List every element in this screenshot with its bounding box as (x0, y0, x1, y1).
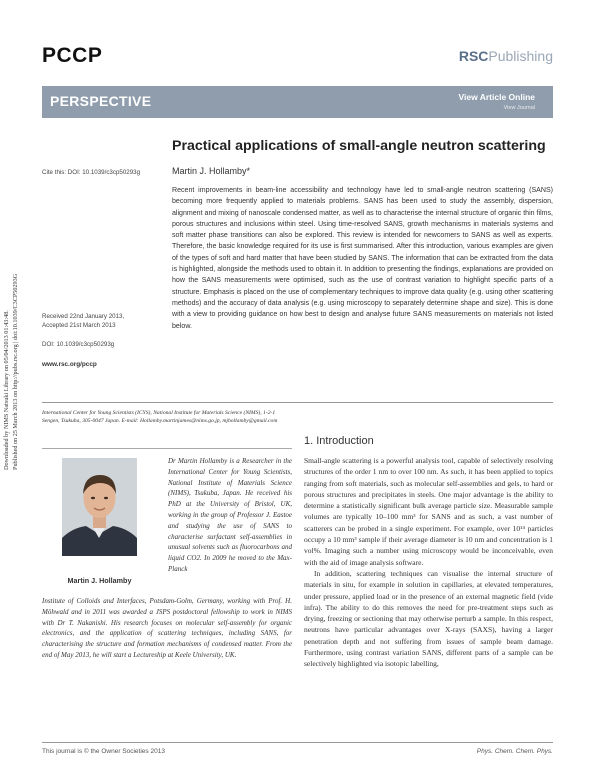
author-photo-caption: Martin J. Hollamby (67, 576, 132, 585)
introduction-paragraph-1: Small-angle scattering is a powerful analysis tool, capable of selectively resolving structures of the order 1 nm to over 100 nm. As such, it has been applied to topics ranging from soft materials, such as molecular self-assemblies and gels, to hard or porous structures and precipitates in steels. One major advantage is the ability to determine a statistically significant bulk average particle size. Measurable sample volumes are typically 10–100 mm³ for SANS and as such, a vast number of scatterers can be probed in a single experiment. For example, over 10¹⁴ particles occupy a 10 mm³ sample if their average diameter is 10 nm and concentration is 1 vol%. Imaging such a number using microscopy would be inconceivable, even with the aid of image analysis software. (304, 456, 553, 567)
received-accepted-dates (42, 312, 167, 330)
abstract: Recent improvements in beam-line accessibility and technology have led to small-angle neutron scattering (SANS) becoming more frequently applied to materials problems. SANS has been used to study the assembly, dispersion, alignment and mixing of nanoscale condensed matter, as well as to characterise the internal structure of organic thin films, porous structures and inclusions within steel. Using time-resolved SANS, growth mechanisms in materials systems and soft matter phase transitions can also be explored. This review is intended for newcomers to SANS as well as experts. Therefore, the basic knowledge required for its use is first summarised. After this introduction, various examples are given of the types of soft and hard matter that have been studied by SANS. The information that can be extracted from the data is highlighted, alongside the methods used to obtain it. In addition to presenting the findings, explanations are provided on how the SANS measurements were optimised, such as the use of contrast variation to highlight specific parts of a structure. Emphasis is placed on the use of complementary techniques to improve data quality (e.g. using other scattering methods) and the accuracy of data analysis (e.g. using microscopy to separately determine shape and size). This is done with a view to providing guidance on how best to design and analyse future SANS measurements on materials not listed below. (172, 187, 553, 330)
view-article-online-link[interactable]: View Article Online (458, 92, 535, 102)
footer-journal-name: Phys. Chem. Chem. Phys. (476, 748, 553, 755)
affiliation: International Center for Young Scientists (ICYS), National Institute for Materials Science (NIMS), 1-2-1 Sengen, Tsukuba, 305-0047 Japan. E-mail: Hollamby.martinjames@nims.go.jp, mjhollamby@gmail.com (42, 410, 278, 425)
footer-divider (42, 742, 553, 743)
download-note (0, 190, 30, 470)
journal-title: PCCP (42, 44, 103, 67)
author-photo-drawing (62, 458, 137, 556)
introduction-heading: 1. Introduction (304, 435, 374, 447)
author-photo (62, 458, 137, 556)
introduction-paragraph-2: In addition, scattering techniques can visualise the internal structure of materials in situ, for example in solution in capillaries, at elevated temperatures, under pressure, applied load or in the presence of an external magnetic field (vide infra). The ability to do this removes the need for pre-treatment steps such as drying, freezing or sectioning that may otherwise perturb a sample. In this respect, neutrons have particular advantages over X-rays (SAXS), having a larger penetration depth and not suffering from issues of sample beam damage. Furthermore, using contrast variation SANS, different parts of a sample can be selectively highlighted via isotopic labelling, (304, 568, 553, 669)
introduction-body (304, 455, 553, 670)
article-title: Practical applications of small-angle neutron scattering (172, 138, 546, 154)
author-bio-column: Dr Martin Hollamby is a Researcher in the International Center for Young Scientists, National Institute of Materials Science (NIMS), Tsukuba, Japan. He received his PhD at the University of Bristol, UK, working in the group of Professor J. Eastoe and studying the use of SANS to characterise surfactant self-assemblies in unusual solvents such as fluorocarbons and liquid CO2. In 2009 he moved to the Max-Planck (168, 457, 292, 573)
section-divider (42, 402, 553, 403)
download-note-line-2: Published on 25 March 2013 on http://pubs.rsc.org | doi:10.1039/C3CP50293G (12, 273, 19, 470)
publisher-rsc: RSC (458, 48, 489, 64)
accepted-date: Accepted 21st March 2013 (42, 322, 116, 329)
journal-website-link[interactable]: www.rsc.org/pccp (42, 361, 97, 368)
download-note-line-1: Downloaded by NIMS Natsuki Library on 05/04/2013 01:43:48. (3, 310, 10, 470)
author-line: Martin J. Hollamby* (172, 166, 251, 176)
doi-line: DOI: 10.1039/c3cp50293g (42, 341, 115, 348)
view-journal-link[interactable]: View Journal (503, 105, 535, 111)
author-bio-continued: Institute of Colloids and Interfaces, Potsdam-Golm, Germany, working with Prof. H. Möhwald and in 2011 was awarded a JSPS postdoctoral fellowship to work in NIMS with Dr T. Nakanishi. His research focuses on molecular self-assembly for organic electronics, and the application of scattering techniques, including SANS, for characterising the structure and formation mechanisms of condensed matter. From the end of May 2013, he will start a Lectureship at Keele University, UK. (42, 597, 292, 659)
affiliation-divider (42, 448, 292, 449)
publisher-logo (459, 48, 553, 64)
received-date: Received 22nd January 2013, (42, 313, 125, 320)
footer-copyright: This journal is © the Owner Societies 2013 (42, 748, 165, 755)
cite-line: Cite this: DOI: 10.1039/c3cp50293g (42, 169, 141, 176)
article-type-label: PERSPECTIVE (50, 93, 152, 109)
publisher-word: Publishing (488, 48, 553, 64)
article-type-banner (42, 86, 553, 118)
